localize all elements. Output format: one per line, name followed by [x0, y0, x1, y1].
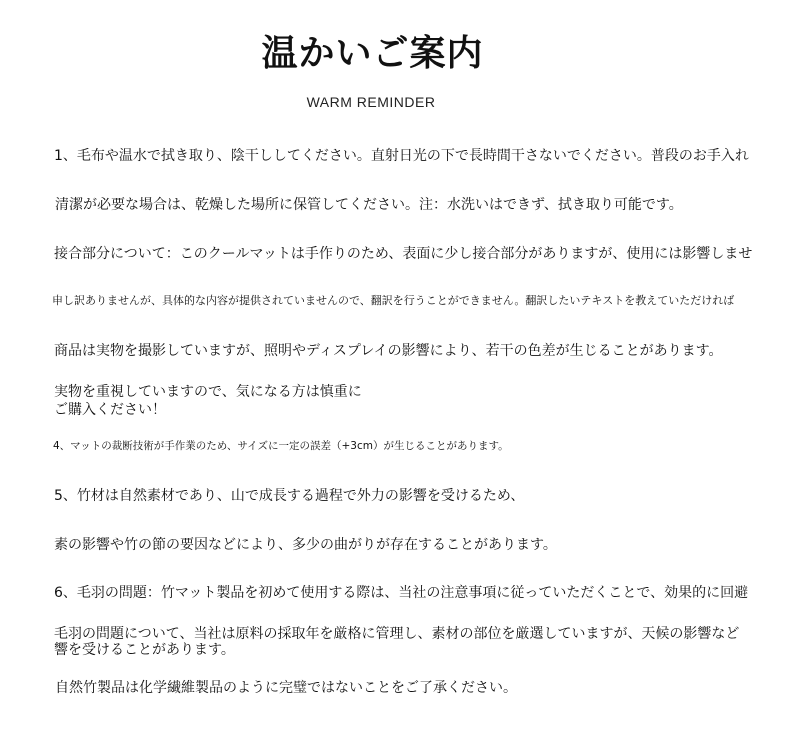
notice-line-6: 実物を重視していますので、気になる方は慎重に: [54, 384, 362, 400]
page-subtitle: WARM REMINDER: [306, 94, 436, 110]
notice-line-1: 1、毛布や温水で拭き取り、陰干ししてください。直射日光の下で長時間干さないでください。普段のお手入れ: [54, 148, 749, 164]
notice-line-4: 申し訳ありませんが、具体的な内容が提供されていませんので、翻訳を行うことができません。翻訳したいテキストを教えていただければ: [52, 294, 735, 307]
notice-line-5: 商品は実物を撮影していますが、照明やディスプレイの影響により、若干の色差が生じることがあります。: [54, 343, 723, 359]
notice-line-3: 接合部分について：このクールマットは手作りのため、表面に少し接合部分がありますが、使用には影響しませ: [54, 246, 753, 262]
notice-line-9: 5、竹材は自然素材であり、山で成長する過程で外力の影響を受けるため、: [54, 488, 525, 504]
notice-line-2: 清潔が必要な場合は、乾燥した場所に保管してください。注：水洗いはできず、拭き取り可能です。: [55, 197, 683, 213]
notice-line-11: 6、毛羽の問題：竹マット製品を初めて使用する際は、当社の注意事項に従っていただくことで、効果的に回避: [54, 585, 749, 601]
notice-line-10: 素の影響や竹の節の要因などにより、多少の曲がりが存在することがあります。: [54, 537, 557, 553]
page-title: 温かいご案内: [261, 33, 484, 74]
notice-line-12: 毛羽の問題について、当社は原料の採取年を厳格に管理し、素材の部位を厳選していますが、天候の影響など: [54, 626, 740, 642]
notice-line-7: ご購入ください！: [54, 402, 166, 418]
notice-line-13: 響を受けることがあります。: [54, 642, 235, 658]
notice-line-8: 4、マットの裁断技術が手作業のため、サイズに一定の誤差（+3cm）が生じることがあります。: [53, 440, 509, 452]
notice-line-14: 自然竹製品は化学繊維製品のように完璧ではないことをご了承ください。: [55, 680, 517, 696]
